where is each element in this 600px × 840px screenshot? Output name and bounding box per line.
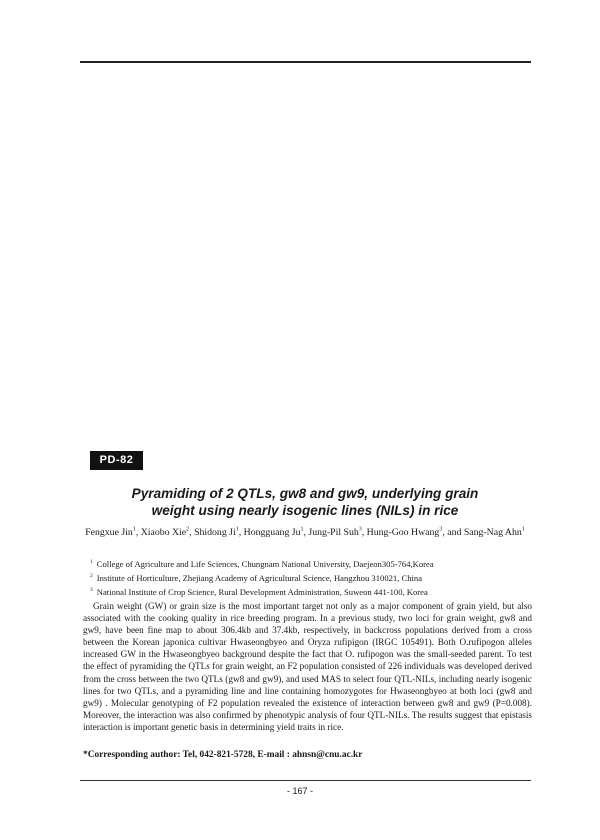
author-name: Hongguang Ju xyxy=(243,527,301,538)
author-separator: , xyxy=(361,527,367,538)
author-affiliation-mark: 3 xyxy=(358,526,362,533)
author-name: Jung-Pil Suh xyxy=(308,527,359,538)
author-separator: , xyxy=(135,527,141,538)
top-rule xyxy=(80,61,531,63)
author-separator: , xyxy=(189,527,195,538)
author-affiliation-mark: 3 xyxy=(439,526,443,533)
affiliation-mark: 2 xyxy=(90,572,93,579)
author-affiliation-mark: 1 xyxy=(132,526,136,533)
author-name: Sang-Nag Ahn xyxy=(463,527,522,538)
author-name: Hung-Goo Hwang xyxy=(366,527,440,538)
affiliation-text: National Institute of Crop Science, Rural Development Administration, Suweon 441-100, Korea xyxy=(96,586,428,597)
paper-title xyxy=(90,485,520,519)
poster-number-badge: PD-82 xyxy=(90,451,143,470)
author-name: Fengxue Jin xyxy=(85,527,133,538)
author-affiliation-mark: 1 xyxy=(300,526,304,533)
affiliation-text: College of Agriculture and Life Sciences, Chungnam National University, Daejeon305-764,Korea xyxy=(96,558,434,569)
author-affiliation-mark: 1 xyxy=(235,526,239,533)
author-list xyxy=(70,526,540,539)
title-line-1: Pyramiding of 2 QTLs, gw8 and gw9, underlying grain xyxy=(131,486,479,501)
abstract-paragraph: Grain weight (GW) or grain size is the most important target not only as a major component of grain yield, but also associated with the cooking quality in rice breeding program. In a previous study, two loci for grain weight, gw8 and gw9, have been fine map to about 306.4kb and 37.4kb, respectively, in backcross populations derived from a cross between the Korean japonica cultivar Hwaseongbyeo and Oryza rufipigon (IRGC 105491). Both O.rufipogon alleles increased GW in the Hwaseongbyeo background despite the fact that O. rufipogon was the small-seeded parent. To test the effect of pyramiding the QTLs for grain weight, an F2 population consisted of 226 individuals was developed derived from the cross between the two QTLs (gw8 and gw9), and used MAS to select four QTL-NILs, including nearly isogenic lines for two QTLs, and a pyramiding line and line containing homozygotes for Hwaseongbyeo at both loci (gw8 and gw9) . Molecular genotyping of F2 population revealed the existence of interaction between gw8 and gw9 (P=0.008). Moreover, the interaction was also confirmed by phenotypic analysis of four QTL-NILs. The results suggest that epistasis interaction is important genetic basis in determining yield traits in rice. xyxy=(83,601,532,732)
author-affiliation-mark: 2 xyxy=(186,526,190,533)
affiliation-mark: 1 xyxy=(90,559,93,565)
bottom-rule xyxy=(80,780,531,781)
author-separator: , xyxy=(238,527,244,538)
affiliation-mark: 3 xyxy=(90,586,93,593)
affiliation xyxy=(90,556,530,570)
author-name: Shidong Ji xyxy=(194,527,236,538)
title-line-2: weight using nearly isogenic lines (NILs) in rice xyxy=(151,503,459,518)
affiliation-list xyxy=(90,556,530,598)
author-separator: , and xyxy=(442,527,464,538)
page-number: - 167 - xyxy=(286,786,313,796)
affiliation xyxy=(90,570,530,584)
author-name: Xiaobo Xie xyxy=(140,527,187,538)
author-separator: , xyxy=(303,527,309,538)
author-affiliation-mark: 1 xyxy=(521,526,525,533)
affiliation-text: Institute of Horticulture, Zhejiang Academy of Agricultural Science, Hangzhou 310021, China xyxy=(96,572,423,583)
corresponding-author: *Corresponding author: Tel, 042-821-5728, E-mail : ahnsn@cnu.ac.kr xyxy=(83,750,363,760)
affiliation xyxy=(90,584,530,598)
